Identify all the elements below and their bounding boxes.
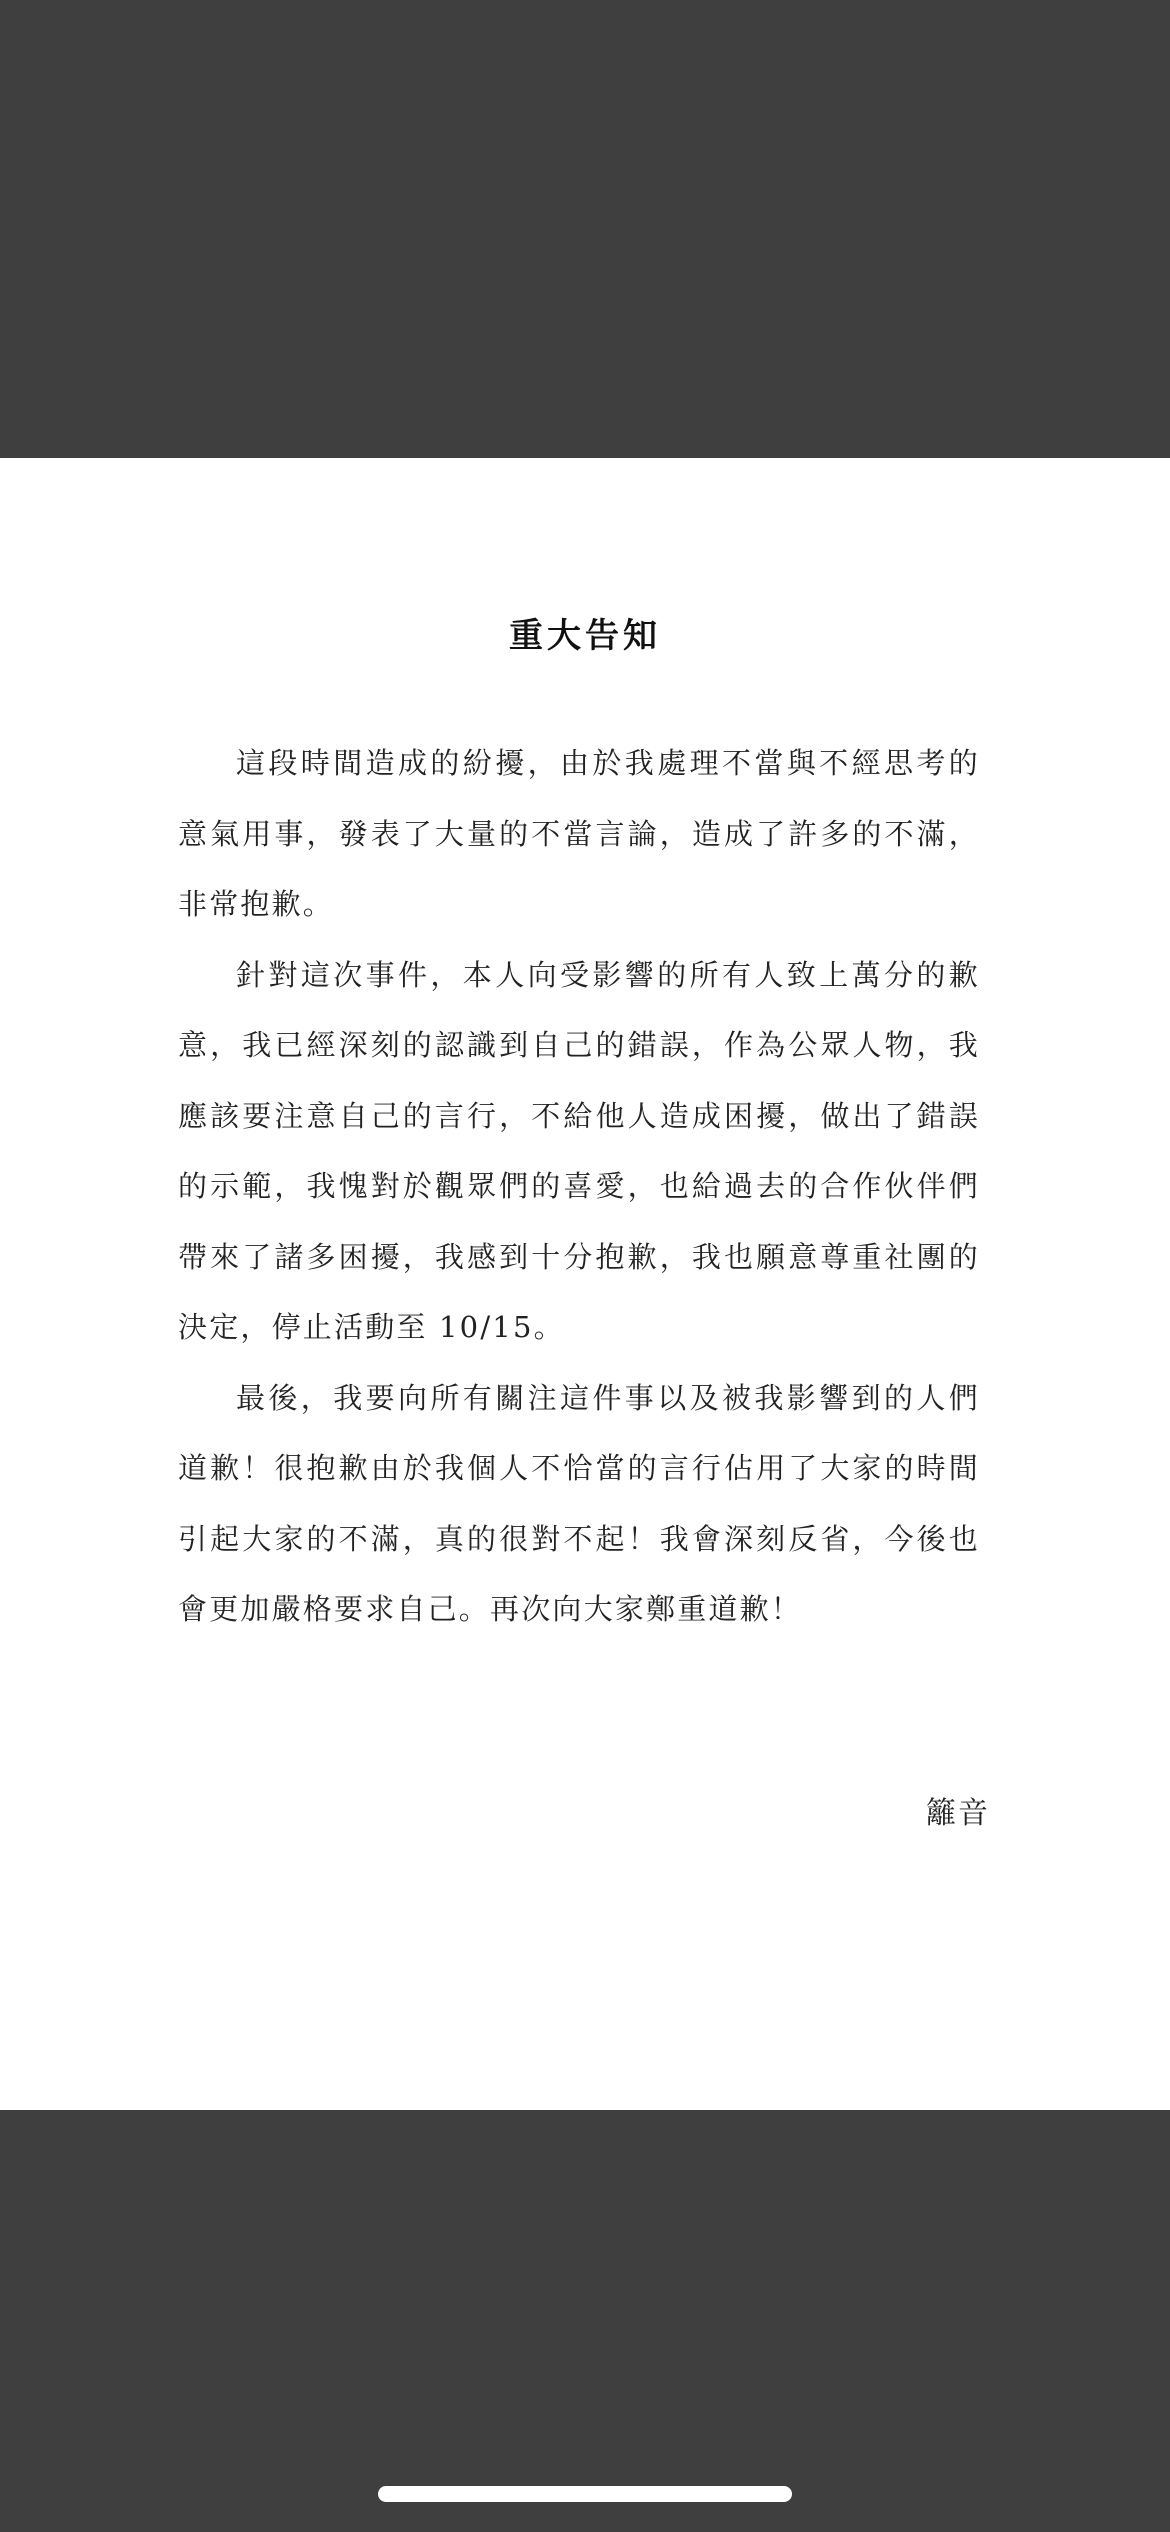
bottom-background (0, 2110, 1170, 2532)
notice-paragraph: 針對這次事件，本人向受影響的所有人致上萬分的歉意，我已經深刻的認識到自己的錯誤，作為公眾人物，我應該要注意自己的言行，不給他人造成困擾，做出了錯誤的示範，我愧對於觀眾們的喜愛，也給過去的合作伙伴們帶來了諸多困擾，我感到十分抱歉，我也願意尊重社團的決定，停止活動至 10/15。 (178, 957, 980, 1344)
notice-body (178, 728, 980, 1645)
notice-title: 重大告知 (509, 616, 661, 656)
notice-paragraph: 最後，我要向所有關注這件事以及被我影響到的人們道歉！很抱歉由於我個人不恰當的言行佔用了大家的時間引起大家的不滿，真的很對不起！我會深刻反省，今後也會更加嚴格要求自己。再次向大家鄭重道歉！ (178, 1380, 980, 1626)
top-background (0, 0, 1170, 458)
notice-paragraph: 這段時間造成的紛擾，由於我處理不當與不經思考的意氣用事，發表了大量的不當言論，造成了許多的不滿，非常抱歉。 (178, 746, 980, 921)
notice-signature: 籬音 (926, 1796, 990, 1831)
home-indicator[interactable] (378, 2486, 792, 2502)
notice-document (0, 458, 1170, 2110)
